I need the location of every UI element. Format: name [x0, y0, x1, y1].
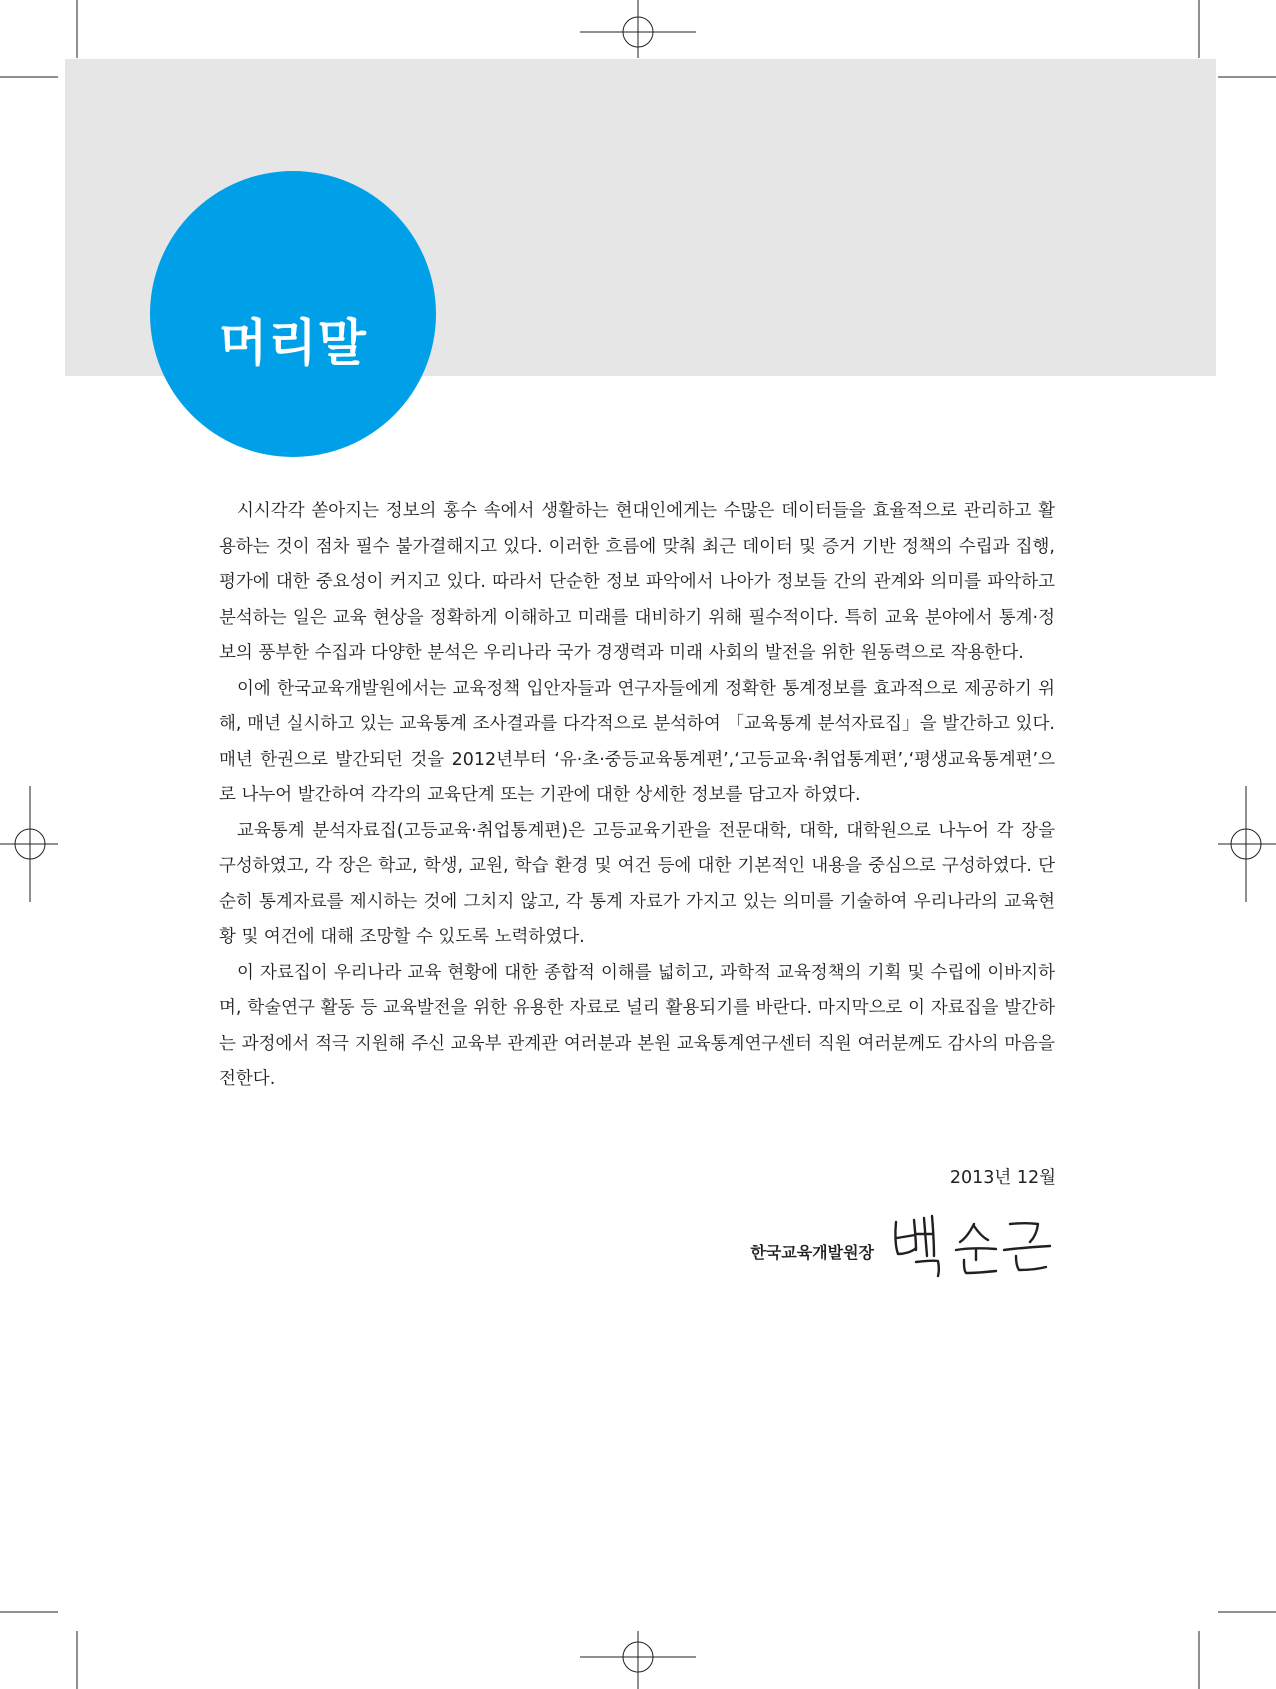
registration-mark-icon	[1218, 786, 1276, 902]
preface-body	[219, 494, 1055, 1098]
title-circle	[150, 171, 436, 457]
organization-title: 한국교육개발원장	[750, 1242, 874, 1262]
registration-mark-icon	[580, 0, 696, 58]
publication-date: 2013년 12월	[949, 1168, 1056, 1188]
registration-mark-icon	[0, 786, 58, 902]
paragraph: 이에 한국교육개발원에서는 교육정책 입안자들과 연구자들에게 정확한 통계정보를 효과적으로 제공하기 위해, 매년 실시하고 있는 교육통계 조사결과를 다각적으로 분석하여 「교육통계 분석자료집」을 발간하고 있다. 매년 한권으로 발간되던 것을 2012년부터 ‘유·초·중등교육통계편’,‘고등교육·취업통계편’,‘평생교육통계편’으로 나누어 발간하여 각각의 교육단계 또는 기관에 대한 상세한 정보를 담고자 하였다.	[219, 678, 1055, 805]
signature-icon	[886, 1210, 1056, 1280]
paragraph: 이 자료집이 우리나라 교육 현황에 대한 종합적 이해를 넓히고, 과학적 교육정책의 기획 및 수립에 이바지하며, 학술연구 활동 등 교육발전을 위한 유용한 자료로 널리 활용되기를 바란다. 마지막으로 이 자료집을 발간하는 과정에서 적극 지원해 주신 교육부 관계관 여러분과 본원 교육통계연구센터 직원 여러분께도 감사의 마음을 전한다.	[219, 962, 1055, 1089]
registration-mark-icon	[580, 1631, 696, 1689]
paragraph: 시시각각 쏟아지는 정보의 홍수 속에서 생활하는 현대인에게는 수많은 데이터들을 효율적으로 관리하고 활용하는 것이 점차 필수 불가결해지고 있다. 이러한 흐름에 맞춰 최근 데이터 및 증거 기반 정책의 수립과 집행, 평가에 대한 중요성이 커지고 있다. 따라서 단순한 정보 파악에서 나아가 정보들 간의 관계와 의미를 파악하고 분석하는 일은 교육 현상을 정확하게 이해하고 미래를 대비하기 위해 필수적이다. 특히 교육 분야에서 통계·정보의 풍부한 수집과 다양한 분석은 우리나라 국가 경쟁력과 미래 사회의 발전을 위한 원동력으로 작용한다.	[219, 501, 1055, 663]
paragraph: 교육통계 분석자료집(고등교육·취업통계편)은 고등교육기관을 전문대학, 대학, 대학원으로 나누어 각 장을 구성하였고, 각 장은 학교, 학생, 교원, 학습 환경 및 여건 등에 대한 기본적인 내용을 중심으로 구성하였다. 단순히 통계자료를 제시하는 것에 그치지 않고, 각 통계 자료가 가지고 있는 의미를 기술하여 우리나라의 교육현황 및 여건에 대해 조망할 수 있도록 노력하였다.	[219, 820, 1055, 947]
signature-block	[750, 1210, 1056, 1280]
page-title: 머리말	[219, 314, 367, 372]
